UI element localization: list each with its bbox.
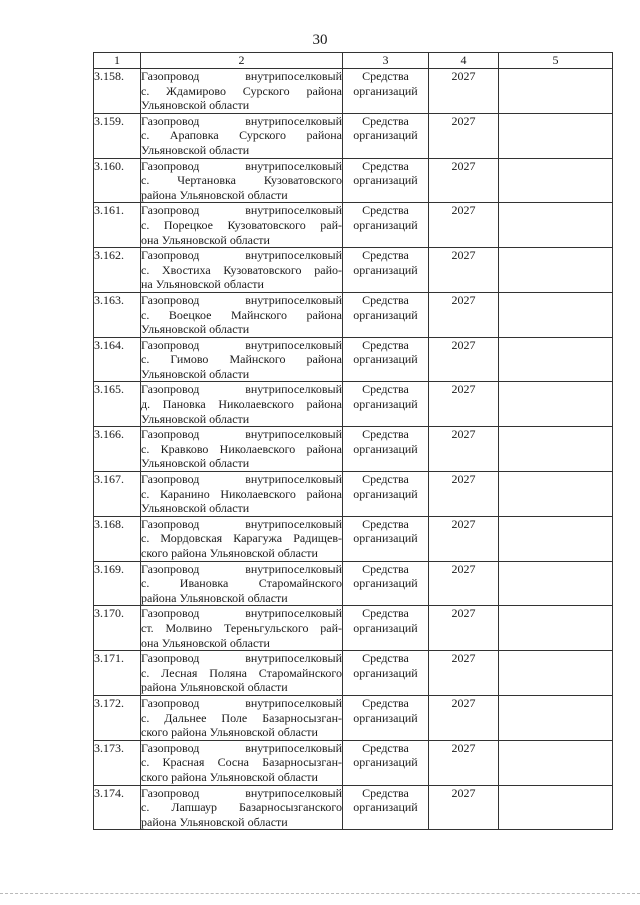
funding-source-line: Средства	[362, 561, 409, 576]
row-number: 3.167.	[94, 472, 141, 517]
completion-year: 2027	[429, 695, 499, 740]
funding-source	[343, 606, 429, 651]
funding-source-line: организаций	[353, 173, 418, 188]
row-number: 3.162.	[94, 248, 141, 293]
funding-source-line: организаций	[353, 262, 418, 277]
funding-source-line: организаций	[353, 217, 418, 232]
object-name	[141, 69, 343, 114]
funding-source	[343, 69, 429, 114]
object-name-line: ского района Ульяновской области	[141, 725, 318, 740]
funding-source-line: организаций	[353, 576, 418, 591]
object-name	[141, 427, 343, 472]
row-number: 3.158.	[94, 69, 141, 114]
table-row	[94, 203, 613, 248]
funding-source-line: организаций	[353, 710, 418, 725]
completion-year: 2027	[429, 69, 499, 114]
object-name-line: она Ульяновской области	[141, 635, 270, 650]
object-name-line: Ульяновской области	[141, 411, 250, 426]
note-cell	[499, 561, 613, 606]
object-name-line: района Ульяновской области	[141, 187, 288, 202]
object-name-line: Газопровод внутрипоселковый	[141, 606, 342, 621]
row-number: 3.173.	[94, 740, 141, 785]
note-cell	[499, 113, 613, 158]
column-header-2: 2	[141, 53, 343, 69]
table-row	[94, 785, 613, 830]
object-name-line: Ульяновской области	[141, 322, 250, 337]
object-name-line: Газопровод внутрипоселковый	[141, 695, 342, 710]
row-number: 3.163.	[94, 292, 141, 337]
note-cell	[499, 158, 613, 203]
table-row	[94, 427, 613, 472]
object-name-line: с. Красная Сосна Базарносызган-	[141, 755, 342, 770]
table-row	[94, 248, 613, 293]
object-name-line: района Ульяновской области	[141, 590, 288, 605]
funding-source-line: организаций	[353, 800, 418, 815]
object-name-line: ского района Ульяновской области	[141, 546, 318, 560]
column-header-5: 5	[499, 53, 613, 69]
funding-source-line: организаций	[353, 128, 418, 143]
funding-source-line: Средства	[362, 337, 409, 352]
object-name-line: Газопровод внутрипоселковый	[141, 740, 342, 755]
object-name-line: Газопровод внутрипоселковый	[141, 651, 342, 666]
funding-source-line: организаций	[353, 307, 418, 322]
row-number: 3.169.	[94, 561, 141, 606]
funding-source-line: Средства	[362, 113, 409, 128]
funding-source-line: Средства	[362, 740, 409, 755]
object-name-line: с. Ждамирово Сурского района	[141, 83, 342, 98]
funding-source-line: Средства	[362, 695, 409, 710]
completion-year: 2027	[429, 203, 499, 248]
funding-source	[343, 516, 429, 561]
funding-source-line: организаций	[353, 441, 418, 456]
object-name-line: с. Кравково Николаевского района	[141, 441, 342, 456]
completion-year: 2027	[429, 337, 499, 382]
note-cell	[499, 248, 613, 293]
object-name-line: Газопровод внутрипоселковый	[141, 561, 342, 576]
funding-source	[343, 740, 429, 785]
object-name-line: с. Дальнее Поле Базарносызган-	[141, 710, 342, 725]
object-name-line: Газопровод внутрипоселковый	[141, 337, 342, 352]
funding-source-line: Средства	[362, 516, 409, 531]
funding-source-line: Средства	[362, 382, 409, 397]
object-name-line: Газопровод внутрипоселковый	[141, 248, 342, 263]
funding-source	[343, 561, 429, 606]
object-name-line: с. Воецкое Майнского района	[141, 307, 342, 322]
completion-year: 2027	[429, 248, 499, 293]
table-row	[94, 337, 613, 382]
funding-source	[343, 651, 429, 696]
row-number: 3.165.	[94, 382, 141, 427]
funding-source-line: Средства	[362, 651, 409, 666]
funding-source-line: Средства	[362, 472, 409, 487]
table-row	[94, 695, 613, 740]
funding-source	[343, 113, 429, 158]
column-header-3: 3	[343, 53, 429, 69]
note-cell	[499, 516, 613, 561]
note-cell	[499, 606, 613, 651]
table-row	[94, 740, 613, 785]
page-bottom-rule	[0, 893, 640, 894]
funding-source-line: организаций	[353, 665, 418, 680]
object-name-line: с. Порецкое Кузоватовского рай-	[141, 217, 342, 232]
note-cell	[499, 740, 613, 785]
funding-source-line: Средства	[362, 785, 409, 800]
object-name-line: Газопровод внутрипоселковый	[141, 203, 342, 218]
completion-year: 2027	[429, 651, 499, 696]
table-row	[94, 113, 613, 158]
object-name-line: Газопровод внутрипоселковый	[141, 516, 342, 531]
row-number: 3.164.	[94, 337, 141, 382]
completion-year: 2027	[429, 113, 499, 158]
object-name	[141, 292, 343, 337]
funding-source-line: Средства	[362, 606, 409, 621]
completion-year: 2027	[429, 472, 499, 517]
table-row	[94, 382, 613, 427]
object-name-line: Ульяновской области	[141, 98, 250, 113]
note-cell	[499, 69, 613, 114]
note-cell	[499, 695, 613, 740]
object-name-line: Газопровод внутрипоселковый	[141, 785, 342, 800]
row-number: 3.160.	[94, 158, 141, 203]
object-name-line: Газопровод внутрипоселковый	[141, 158, 342, 173]
table-row	[94, 606, 613, 651]
object-name	[141, 113, 343, 158]
object-name-line: с. Чертановка Кузоватовского	[141, 173, 342, 188]
row-number: 3.161.	[94, 203, 141, 248]
funding-source	[343, 382, 429, 427]
row-number: 3.171.	[94, 651, 141, 696]
object-name-line: Ульяновской области	[141, 456, 250, 471]
completion-year: 2027	[429, 158, 499, 203]
object-name-line: Газопровод внутрипоселковый	[141, 69, 342, 83]
object-name	[141, 382, 343, 427]
note-cell	[499, 651, 613, 696]
funding-source	[343, 292, 429, 337]
object-name	[141, 337, 343, 382]
note-cell	[499, 785, 613, 830]
table-row	[94, 158, 613, 203]
row-number: 3.159.	[94, 113, 141, 158]
note-cell	[499, 427, 613, 472]
object-name	[141, 740, 343, 785]
object-name	[141, 203, 343, 248]
funding-source-line: Средства	[362, 427, 409, 442]
object-name-line: д. Пановка Николаевского района	[141, 397, 342, 412]
object-name-line: с. Араповка Сурского района	[141, 128, 342, 143]
table-row	[94, 69, 613, 114]
column-header-4: 4	[429, 53, 499, 69]
object-name-line: Газопровод внутрипоселковый	[141, 382, 342, 397]
object-name	[141, 785, 343, 830]
funding-source-line: организаций	[353, 352, 418, 367]
object-name-line: с. Ивановка Старомайнского	[141, 576, 342, 591]
object-name	[141, 516, 343, 561]
table-row	[94, 516, 613, 561]
object-name	[141, 248, 343, 293]
note-cell	[499, 292, 613, 337]
object-name-line: с. Хвостиха Кузоватовского райо-	[141, 262, 342, 277]
table-row	[94, 651, 613, 696]
funding-source	[343, 337, 429, 382]
funding-source	[343, 472, 429, 517]
object-name-line: района Ульяновской области	[141, 680, 288, 695]
object-name	[141, 606, 343, 651]
completion-year: 2027	[429, 740, 499, 785]
row-number: 3.166.	[94, 427, 141, 472]
object-name-line: с. Мордовская Карагужа Радищев-	[141, 531, 342, 546]
object-name-line: с. Каранино Николаевского района	[141, 486, 342, 501]
row-number: 3.174.	[94, 785, 141, 830]
funding-source	[343, 158, 429, 203]
table-header-row	[94, 53, 613, 69]
funding-source	[343, 248, 429, 293]
completion-year: 2027	[429, 606, 499, 651]
object-name-line: с. Лапшаур Базарносызганского	[141, 800, 342, 815]
funding-source-line: организаций	[353, 486, 418, 501]
funding-source-line: организаций	[353, 397, 418, 412]
funding-source-line: Средства	[362, 158, 409, 173]
funding-source-line: Средства	[362, 292, 409, 307]
table-row	[94, 561, 613, 606]
object-name-line: Ульяновской области	[141, 142, 250, 157]
completion-year: 2027	[429, 516, 499, 561]
row-number: 3.172.	[94, 695, 141, 740]
row-number: 3.168.	[94, 516, 141, 561]
note-cell	[499, 337, 613, 382]
completion-year: 2027	[429, 292, 499, 337]
object-name-line: Газопровод внутрипоселковый	[141, 113, 342, 128]
object-name-line: ст. Молвино Тереньгульского рай-	[141, 620, 342, 635]
object-name-line: района Ульяновской области	[141, 814, 288, 829]
column-header-1: 1	[94, 53, 141, 69]
object-name	[141, 561, 343, 606]
object-name-line: Ульяновской области	[141, 366, 250, 381]
funding-source-line: Средства	[362, 203, 409, 218]
object-name	[141, 695, 343, 740]
completion-year: 2027	[429, 561, 499, 606]
note-cell	[499, 203, 613, 248]
object-name-line: ского района Ульяновской области	[141, 769, 318, 784]
funding-source-line: организаций	[353, 83, 418, 98]
object-name	[141, 651, 343, 696]
completion-year: 2027	[429, 785, 499, 830]
object-name-line: на Ульяновской области	[141, 277, 264, 292]
object-name-line: Газопровод внутрипоселковый	[141, 427, 342, 442]
object-name-line: с. Гимово Майнского района	[141, 352, 342, 367]
completion-year: 2027	[429, 427, 499, 472]
object-name-line: с. Лесная Поляна Старомайнского	[141, 665, 342, 680]
funding-source-line: Средства	[362, 248, 409, 263]
gas-pipeline-table	[93, 52, 613, 830]
object-name-line: Ульяновской области	[141, 501, 250, 516]
object-name	[141, 158, 343, 203]
object-name-line: она Ульяновской области	[141, 232, 270, 247]
object-name-line: Газопровод внутрипоселковый	[141, 472, 342, 487]
note-cell	[499, 472, 613, 517]
row-number: 3.170.	[94, 606, 141, 651]
funding-source-line: организаций	[353, 755, 418, 770]
table-body	[94, 69, 613, 830]
table-row	[94, 292, 613, 337]
table-row	[94, 472, 613, 517]
funding-source	[343, 785, 429, 830]
funding-source	[343, 203, 429, 248]
note-cell	[499, 382, 613, 427]
object-name	[141, 472, 343, 517]
funding-source	[343, 695, 429, 740]
funding-source-line: организаций	[353, 620, 418, 635]
completion-year: 2027	[429, 382, 499, 427]
funding-source-line: организаций	[353, 531, 418, 546]
object-name-line: Газопровод внутрипоселковый	[141, 292, 342, 307]
page-number: 30	[312, 32, 328, 48]
funding-source-line: Средства	[362, 69, 409, 83]
funding-source	[343, 427, 429, 472]
